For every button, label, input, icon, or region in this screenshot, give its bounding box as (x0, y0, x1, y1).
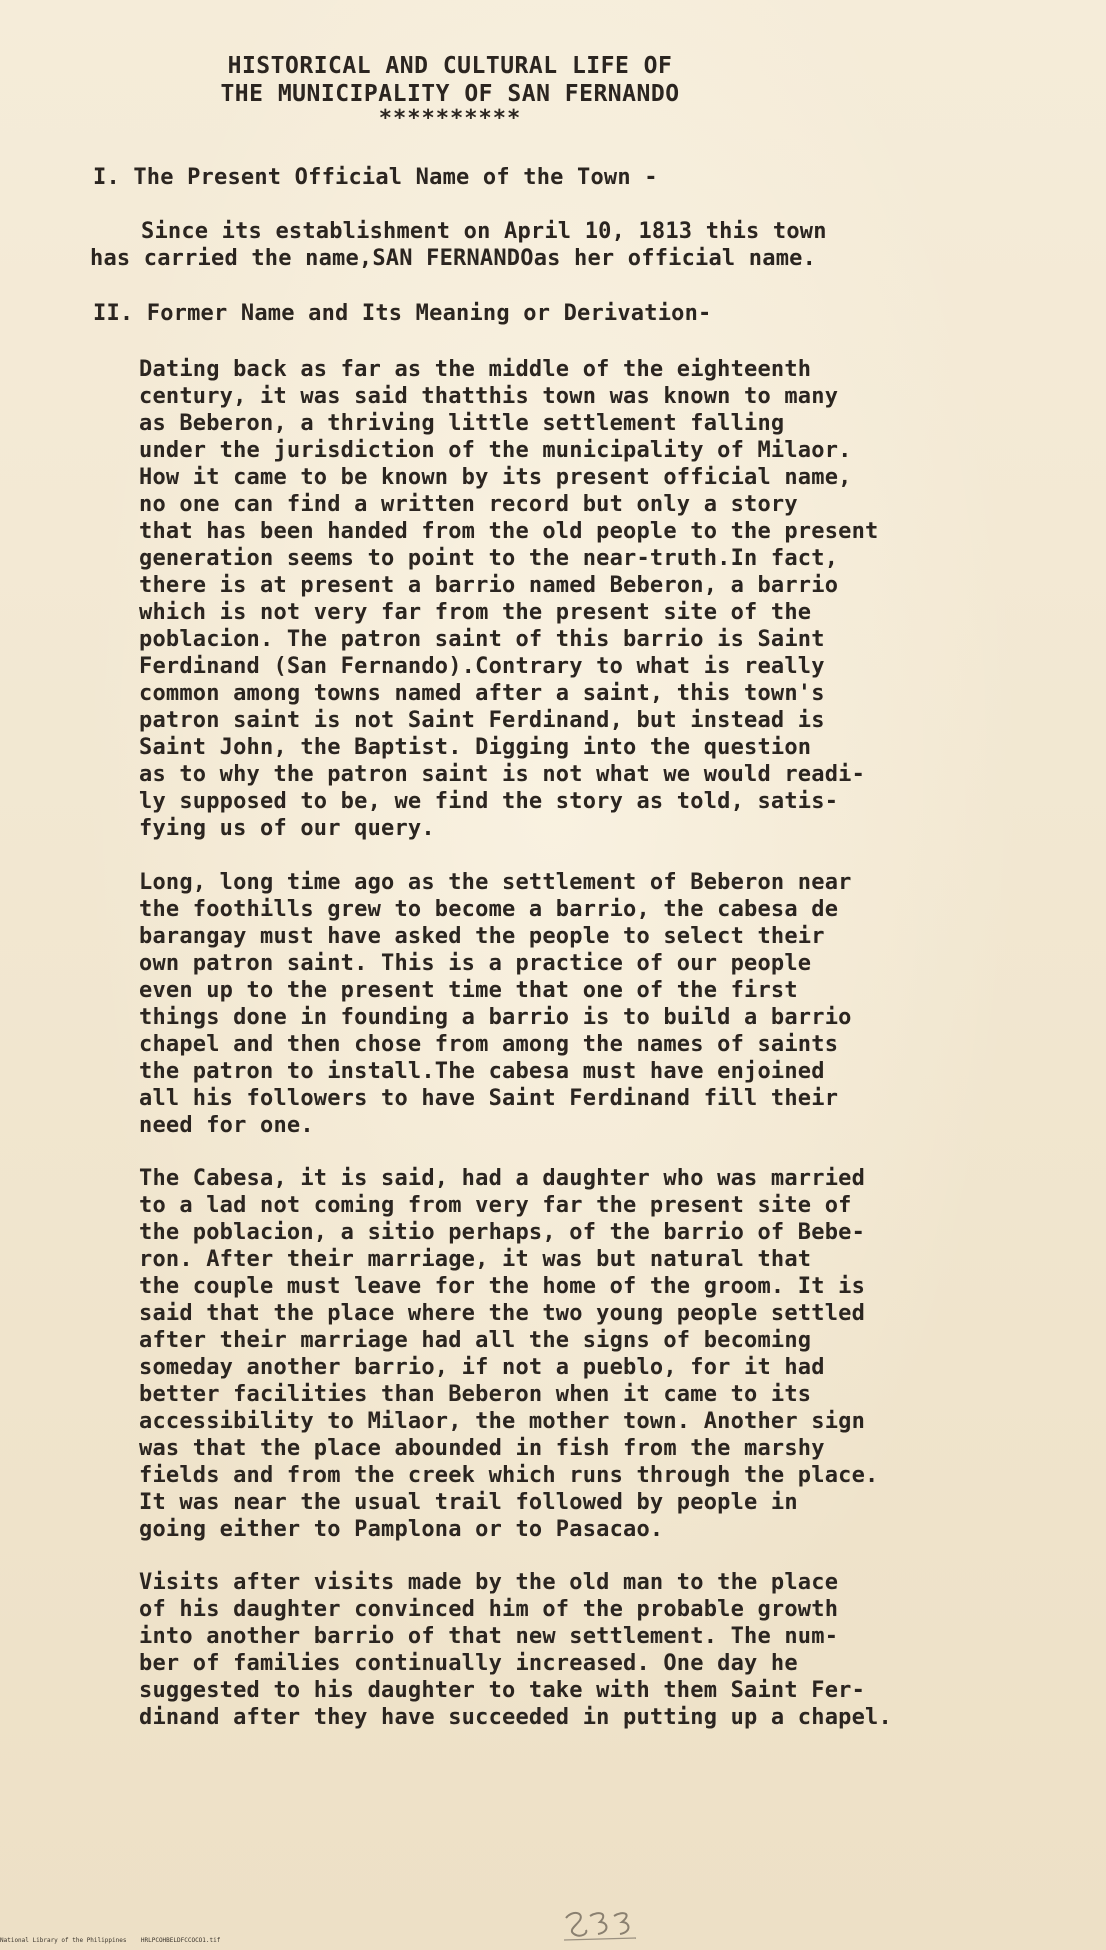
title-line-1: HISTORICAL AND CULTURAL LIFE OF (227, 53, 673, 79)
section-1-heading: I. The Present Official Name of the Town - (93, 165, 658, 190)
paragraph-line: Dating back as far as the middle of the eighteenth (139, 357, 812, 382)
title-stars: ********** (378, 106, 522, 131)
paragraph-line: ron. After their marriage, it was but natural that (139, 1247, 812, 1272)
paragraph-line: no one can find a written record but only a story (139, 492, 798, 517)
paragraph-line: as to why the patron saint is not what we would readi- (139, 762, 866, 787)
paragraph-line: chapel and then chose from among the names of saints (139, 1032, 839, 1057)
paragraph-line: common among towns named after a saint, this town's (139, 681, 825, 706)
paragraph-line: of his daughter convinced him of the probable growth (139, 1597, 839, 1622)
paragraph-line: generation seems to point to the near-truth.In fact, (139, 546, 839, 571)
paragraph-line: as Beberon, a thriving little settlement falling (139, 411, 785, 436)
paragraph-line: need for one. (139, 1113, 314, 1138)
paragraph-line: the foothills grew to become a barrio, the cabesa de (139, 897, 839, 922)
paragraph-line: Ferdinand (San Fernando).Contrary to what is really (139, 654, 825, 679)
paragraph-line: someday another barrio, if not a pueblo, for it had (139, 1355, 825, 1380)
paragraph-line: The Cabesa, it is said, had a daughter who was married (139, 1166, 866, 1191)
paragraph-line: after their marriage had all the signs of becoming (139, 1328, 812, 1353)
footer-library-caption: National Library of the Philippines HRLPCOHBELDFCCOCO1.tif (0, 1937, 221, 1944)
paragraph-line: It was near the usual trail followed by people in (139, 1490, 798, 1515)
paragraph-line: that has been handed from the old people to the present (139, 519, 879, 544)
paragraph-line: Saint John, the Baptist. Digging into the question (139, 735, 812, 760)
paragraph-line: How it came to be known by its present official name, (139, 465, 852, 490)
section-2-heading: II. Former Name and Its Meaning or Derivation- (93, 301, 712, 326)
paragraph-line: century, it was said thatthis town was known to many (139, 384, 839, 409)
handwritten-page-number (560, 1904, 640, 1944)
paragraph-line: the couple must leave for the home of the groom. It is (139, 1274, 866, 1299)
section-1-line: has carried the name,SAN FERNANDOas her official name. (90, 246, 817, 271)
paragraph-line: even up to the present time that one of the first (139, 978, 798, 1003)
paragraph-line: patron saint is not Saint Ferdinand, but instead is (139, 708, 825, 733)
paragraph-line: under the jurisdiction of the municipality of Milaor. (139, 438, 852, 463)
paragraph-line: accessibility to Milaor, the mother town. Another sign (139, 1409, 866, 1434)
paragraph-line: all his followers to have Saint Ferdinand fill their (139, 1086, 839, 1111)
paragraph-line: ber of families continually increased. One day he (139, 1651, 798, 1676)
paragraph-line: going either to Pamplona or to Pasacao. (139, 1517, 664, 1542)
paragraph-line: Long, long time ago as the settlement of Beberon near (139, 870, 852, 895)
paragraph-line: Visits after visits made by the old man to the place (139, 1570, 839, 1595)
paragraph-line: things done in founding a barrio is to build a barrio (139, 1005, 852, 1030)
paragraph-line: fields and from the creek which runs through the place. (139, 1463, 879, 1488)
document-title (0, 52, 900, 130)
paragraph-line: dinand after they have succeeded in putting up a chapel. (139, 1705, 892, 1730)
paragraph-line: ly supposed to be, we find the story as told, satis- (139, 789, 839, 814)
title-line-2: THE MUNICIPALITY OF SAN FERNANDO (220, 81, 680, 107)
paragraph-line: better facilities than Beberon when it came to its (139, 1382, 812, 1407)
paragraph-line: into another barrio of that new settlement. The num- (139, 1624, 839, 1649)
paragraph-line: suggested to his daughter to take with them Saint Fer- (139, 1678, 866, 1703)
paragraph-line: barangay must have asked the people to select their (139, 924, 825, 949)
paragraph-line: which is not very far from the present site of the (139, 600, 812, 625)
paragraph-line: there is at present a barrio named Beberon, a barrio (139, 573, 839, 598)
paragraph-line: fying us of our query. (139, 816, 435, 841)
paragraph-line: poblacion. The patron saint of this barrio is Saint (139, 627, 825, 652)
paragraph-line: the poblacion, a sitio perhaps, of the barrio of Bebe- (139, 1220, 866, 1245)
paragraph-line: to a lad not coming from very far the present site of (139, 1193, 852, 1218)
paragraph-line: the patron to install.The cabesa must have enjoined (139, 1059, 825, 1084)
paragraph-line: was that the place abounded in fish from the marshy (139, 1436, 825, 1461)
section-1-line: Since its establishment on April 10, 1813 this town (141, 219, 827, 244)
paragraph-line: own patron saint. This is a practice of our people (139, 951, 812, 976)
paragraph-line: said that the place where the two young people settled (139, 1301, 866, 1326)
